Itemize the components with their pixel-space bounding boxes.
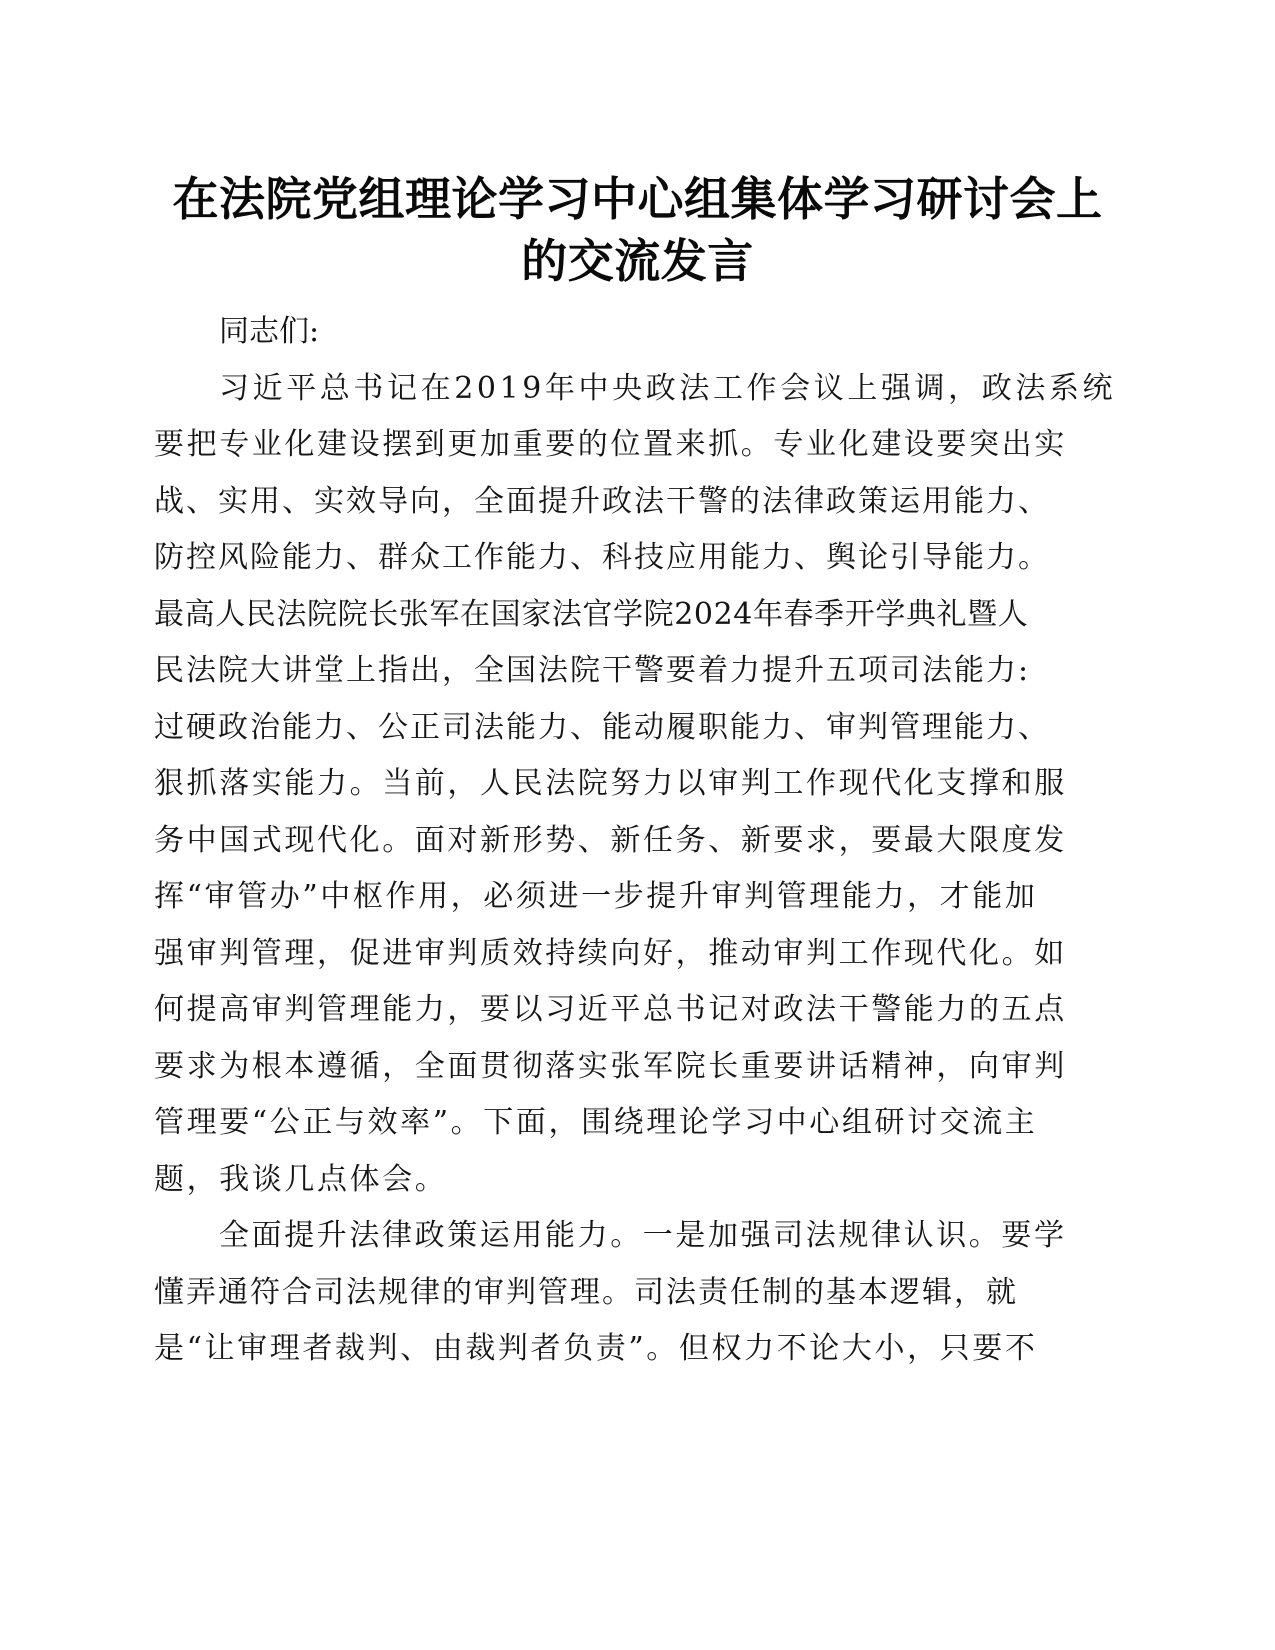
- body-line-16: 全面提升法律政策运用能力。一是加强司法规律认识。要学: [219, 1218, 1067, 1253]
- body-line-4: 防控风险能力、群众工作能力、科技应用能力、舆论引导能力。: [154, 540, 1050, 575]
- body-line-12: 何提高审判管理能力，要以习近平总书记对政法干警能力的五点: [154, 992, 1067, 1027]
- body-line-17: 懂弄通符合司法规律的审判管理。司法责任制的基本逻辑，就: [154, 1275, 1018, 1310]
- body-line-2: 要把专业化建设摆到更加重要的位置来抓。专业化建设要突出实: [154, 427, 1067, 462]
- body-line-14: 管理要“公正与效率”。下面，围绕理论学习中心组研讨交流主: [154, 1105, 1038, 1140]
- body-line-5: 最高人民法院院长张军在国家法官学院2024年春季开学典礼暨人: [154, 597, 1029, 632]
- body-line-13: 要求为根本遵循，全面贯彻落实张军院长重要讲话精神，向审判: [154, 1049, 1067, 1084]
- salutation: 同志们:: [219, 314, 320, 349]
- body-line-15: 题，我谈几点体会。: [154, 1162, 448, 1197]
- body-line-8: 狠抓落实能力。当前，人民法院努力以审判工作现代化支撑和服: [154, 766, 1067, 801]
- body-line-9: 务中国式现代化。面对新形势、新任务、新要求，要最大限度发: [154, 823, 1067, 858]
- title-line-1: 在法院党组理论学习中心组集体学习研讨会上: [172, 172, 1103, 226]
- body-line-7: 过硬政治能力、公正司法能力、能动履职能力、审判管理能力、: [154, 710, 1050, 745]
- body-line-6: 民法院大讲堂上指出，全国法院干警要着力提升五项司法能力:: [154, 653, 1031, 688]
- body-line-1: 习近平总书记在2019年中央政法工作会议上强调，政法系统: [219, 371, 1117, 406]
- body-line-11: 强审判管理，促进审判质效持续向好，推动审判工作现代化。如: [154, 936, 1067, 971]
- body-line-18: 是“让审理者裁判、由裁判者负责”。但权力不论大小，只要不: [154, 1331, 1038, 1366]
- title-line-2: 的交流发言: [521, 234, 754, 288]
- body-line-3: 战、实用、实效导向，全面提升政法干警的法律政策运用能力、: [154, 484, 1050, 519]
- document-title: [150, 168, 1125, 292]
- body-line-10: 挥“审管办”中枢作用，必须进一步提升审判管理能力，才能加: [154, 879, 1038, 914]
